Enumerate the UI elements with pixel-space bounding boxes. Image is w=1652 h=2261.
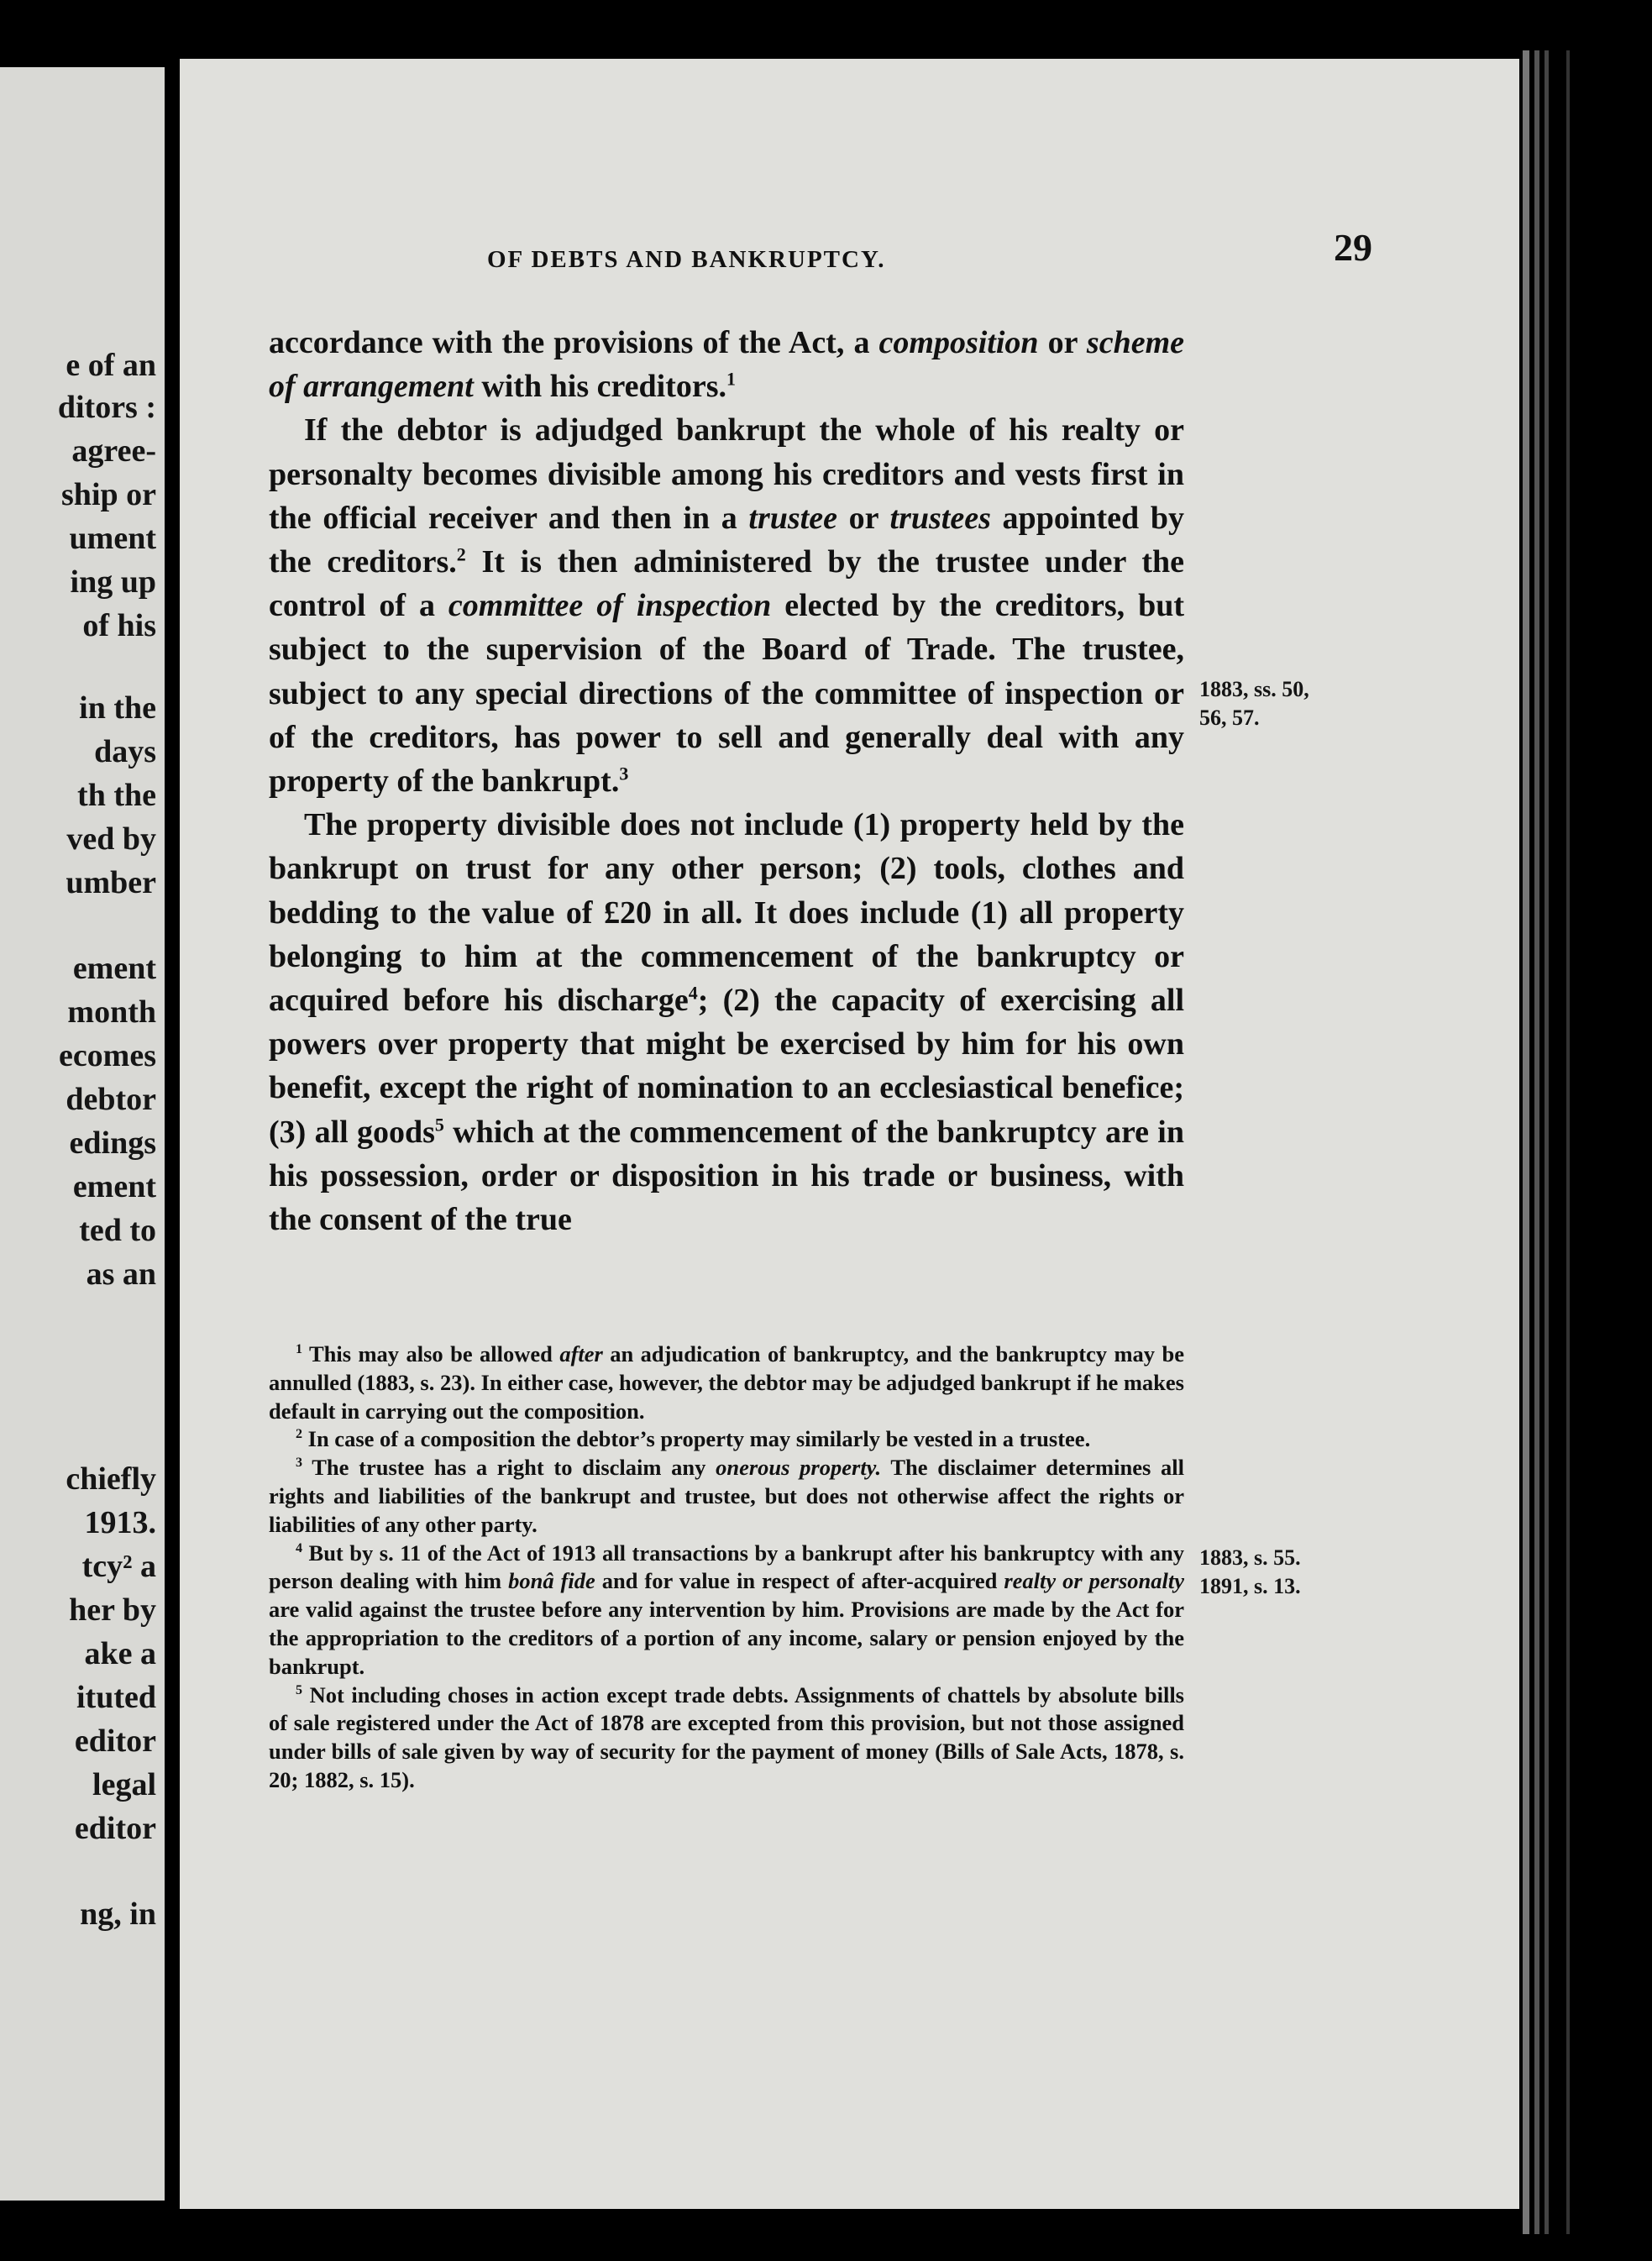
facing-page-fragment: th the [77,778,156,813]
main-text [269,321,1184,1241]
facing-page-fragment: ement [72,951,156,986]
facing-page-fragment: ship or [61,477,156,512]
text-run: accordance with the provisions of the Act, a [269,325,879,360]
page-edges [1519,50,1652,2234]
facing-page-fragment: editor [74,1723,156,1759]
paragraph [269,408,1184,803]
facing-page-fragment: ditors : [57,390,156,425]
facing-page-fragment: ument [69,521,156,556]
italic-term: realty or personalty [1004,1568,1185,1594]
italic-term: scheme of arrangement [269,325,1184,405]
footnotes [269,1340,1184,1795]
facing-page-fragment: e of an [66,348,156,383]
margin-note: 1883, ss. 50, 56, 57. [1199,677,1309,730]
footnote-ref: 2 [456,543,466,565]
text-run: with his creditors. [473,369,727,405]
margin-note: 1883, s. 55. 1891, s. 13. [1199,1545,1301,1598]
footnote [269,1681,1184,1795]
text-run: does not include (1) property held by the bankrupt on trust for any other person; (2) tools, clothes and bedding to the value of £20 in all. It does include (1) all property belonging to him at the commencement of the bankruptcy or acquired before his discharge [269,807,1184,1019]
facing-page-fragment: tcy² a [81,1549,156,1584]
footnote-mark: 5 [296,1682,302,1697]
footnote-ref: 3 [619,763,629,784]
facing-page-fragment: editor [74,1811,156,1846]
italic-term: onerous property. [716,1455,882,1481]
page-number: 29 [1334,226,1372,269]
text-run: But by s. 11 of the Act of 1913 all transactions by a bankrupt after his bankruptcy with any person dealing with him [269,1540,1184,1594]
facing-page-fragment: chiefly [66,1461,156,1497]
text-run: It is then administered by the trustee under the control of a [269,544,1184,624]
text-run: or [1038,325,1087,360]
text-run: or [836,500,890,536]
running-head: OF DEBTS AND BANKRUPTCY. [487,246,886,273]
facing-page-fragment: legal [92,1767,156,1802]
text-run: ; (2) the capacity of exercising all powers over property that might be exercised by him for his own benefit, except the right of nomination to an ecclesiastical benefice; (3) all goods [269,983,1184,1150]
facing-page-fragment: debtor [66,1082,156,1117]
facing-page-fragment: 1913. [84,1505,156,1540]
footnote-ref: 4 [688,982,698,1004]
facing-page-fragment: ved by [66,821,156,857]
paragraph [269,803,1184,1241]
facing-page-fragment: days [94,734,156,769]
italic-term: composition [878,325,1039,360]
facing-page-fragment: as an [86,1256,156,1292]
text-run: elected by the creditors, but subject to the supervision of the Board of Trade. The trustee, subject to any special directions of the committee of inspection or of the creditors, has power to sell and generally deal with any property of the bankrupt. [269,588,1184,800]
footnote [269,1340,1184,1425]
footnote-ref: 5 [434,1114,444,1135]
italic-term: bonâ fide [508,1568,595,1594]
footnote-mark: 1 [296,1342,302,1357]
footnote [269,1425,1184,1454]
facing-page-edge [0,67,165,2201]
text-run: an adjudication of bankruptcy, and the bankruptcy may be annulled (1883, s. 23). In either case, however, the debtor may be adjudged bankrupt if he makes default in carrying out the composition. [269,1341,1184,1424]
facing-page-fragment: umber [66,865,156,900]
footnote [269,1540,1184,1681]
text-run: The disclaimer determines all rights and liabilities of the bankrupt and trustee, but does not otherwise affect the rights or liabilities of any other party. [269,1455,1184,1537]
italic-term: committee of inspection [448,588,772,624]
footnote-mark: 4 [296,1540,302,1555]
footnote-ref: 1 [726,368,737,390]
facing-page-fragment: of his [82,608,156,643]
facing-page-fragment: in the [79,690,156,726]
facing-page-fragment: her by [69,1592,156,1628]
italic-term: trustee [748,500,837,536]
facing-page-fragment: ituted [76,1680,156,1715]
text-run: and for value in respect of after-acquired [595,1568,1004,1594]
footnote [269,1454,1184,1539]
facing-page-fragment: ing up [70,564,156,600]
facing-page-fragment: ecomes [58,1038,156,1073]
text-run: which at the commencement of the bankruptcy are in his possession, order or disposition in his trade or business, with the consent of the true [269,1114,1184,1238]
text-run: In case of a composition the debtor’s property may similarly be vested in a trustee. [302,1426,1091,1452]
footnote-mark: 2 [296,1427,302,1442]
text-run: This may also be allowed [302,1341,560,1367]
italic-term: after [559,1341,603,1367]
paragraph [269,321,1184,408]
text-run: The trustee has a right to disclaim any [302,1455,716,1481]
facing-page-fragment: ng, in [80,1896,156,1932]
book-gutter [165,0,180,2261]
text-run: appointed by the creditors. [269,500,1184,580]
footnote-mark: 3 [296,1456,302,1471]
facing-page-fragment: month [67,994,156,1030]
facing-page-fragment: ement [72,1169,156,1204]
text-run: The [304,807,367,843]
italic-term: trustees [889,500,991,536]
facing-page-fragment: agree- [71,433,156,469]
text-run: If the debtor is adjudged bankrupt the whole of his realty or personalty becomes divisible among his creditors and vests first in the official receiver and then in a [269,412,1184,536]
facing-page-fragment: ted to [79,1213,156,1248]
heavy-term: property divisible [366,807,611,843]
facing-page-fragment: edings [69,1125,156,1161]
facing-page-fragment: ake a [84,1636,156,1671]
text-run: are valid against the trustee before any intervention by him. Provisions are made by the Act for the appropriation to the creditors of a portion of any income, salary or pension enjoyed by the bankrupt. [269,1597,1184,1679]
text-run: Not including choses in action except trade debts. Assignments of chattels by absolute bills of sale registered under the Act of 1878 are excepted from this provision, but not those assigned under bills of sale given by way of security for the payment of money (Bills of Sale Acts, 1878, s. 20; 1882, s. 15). [269,1681,1184,1792]
